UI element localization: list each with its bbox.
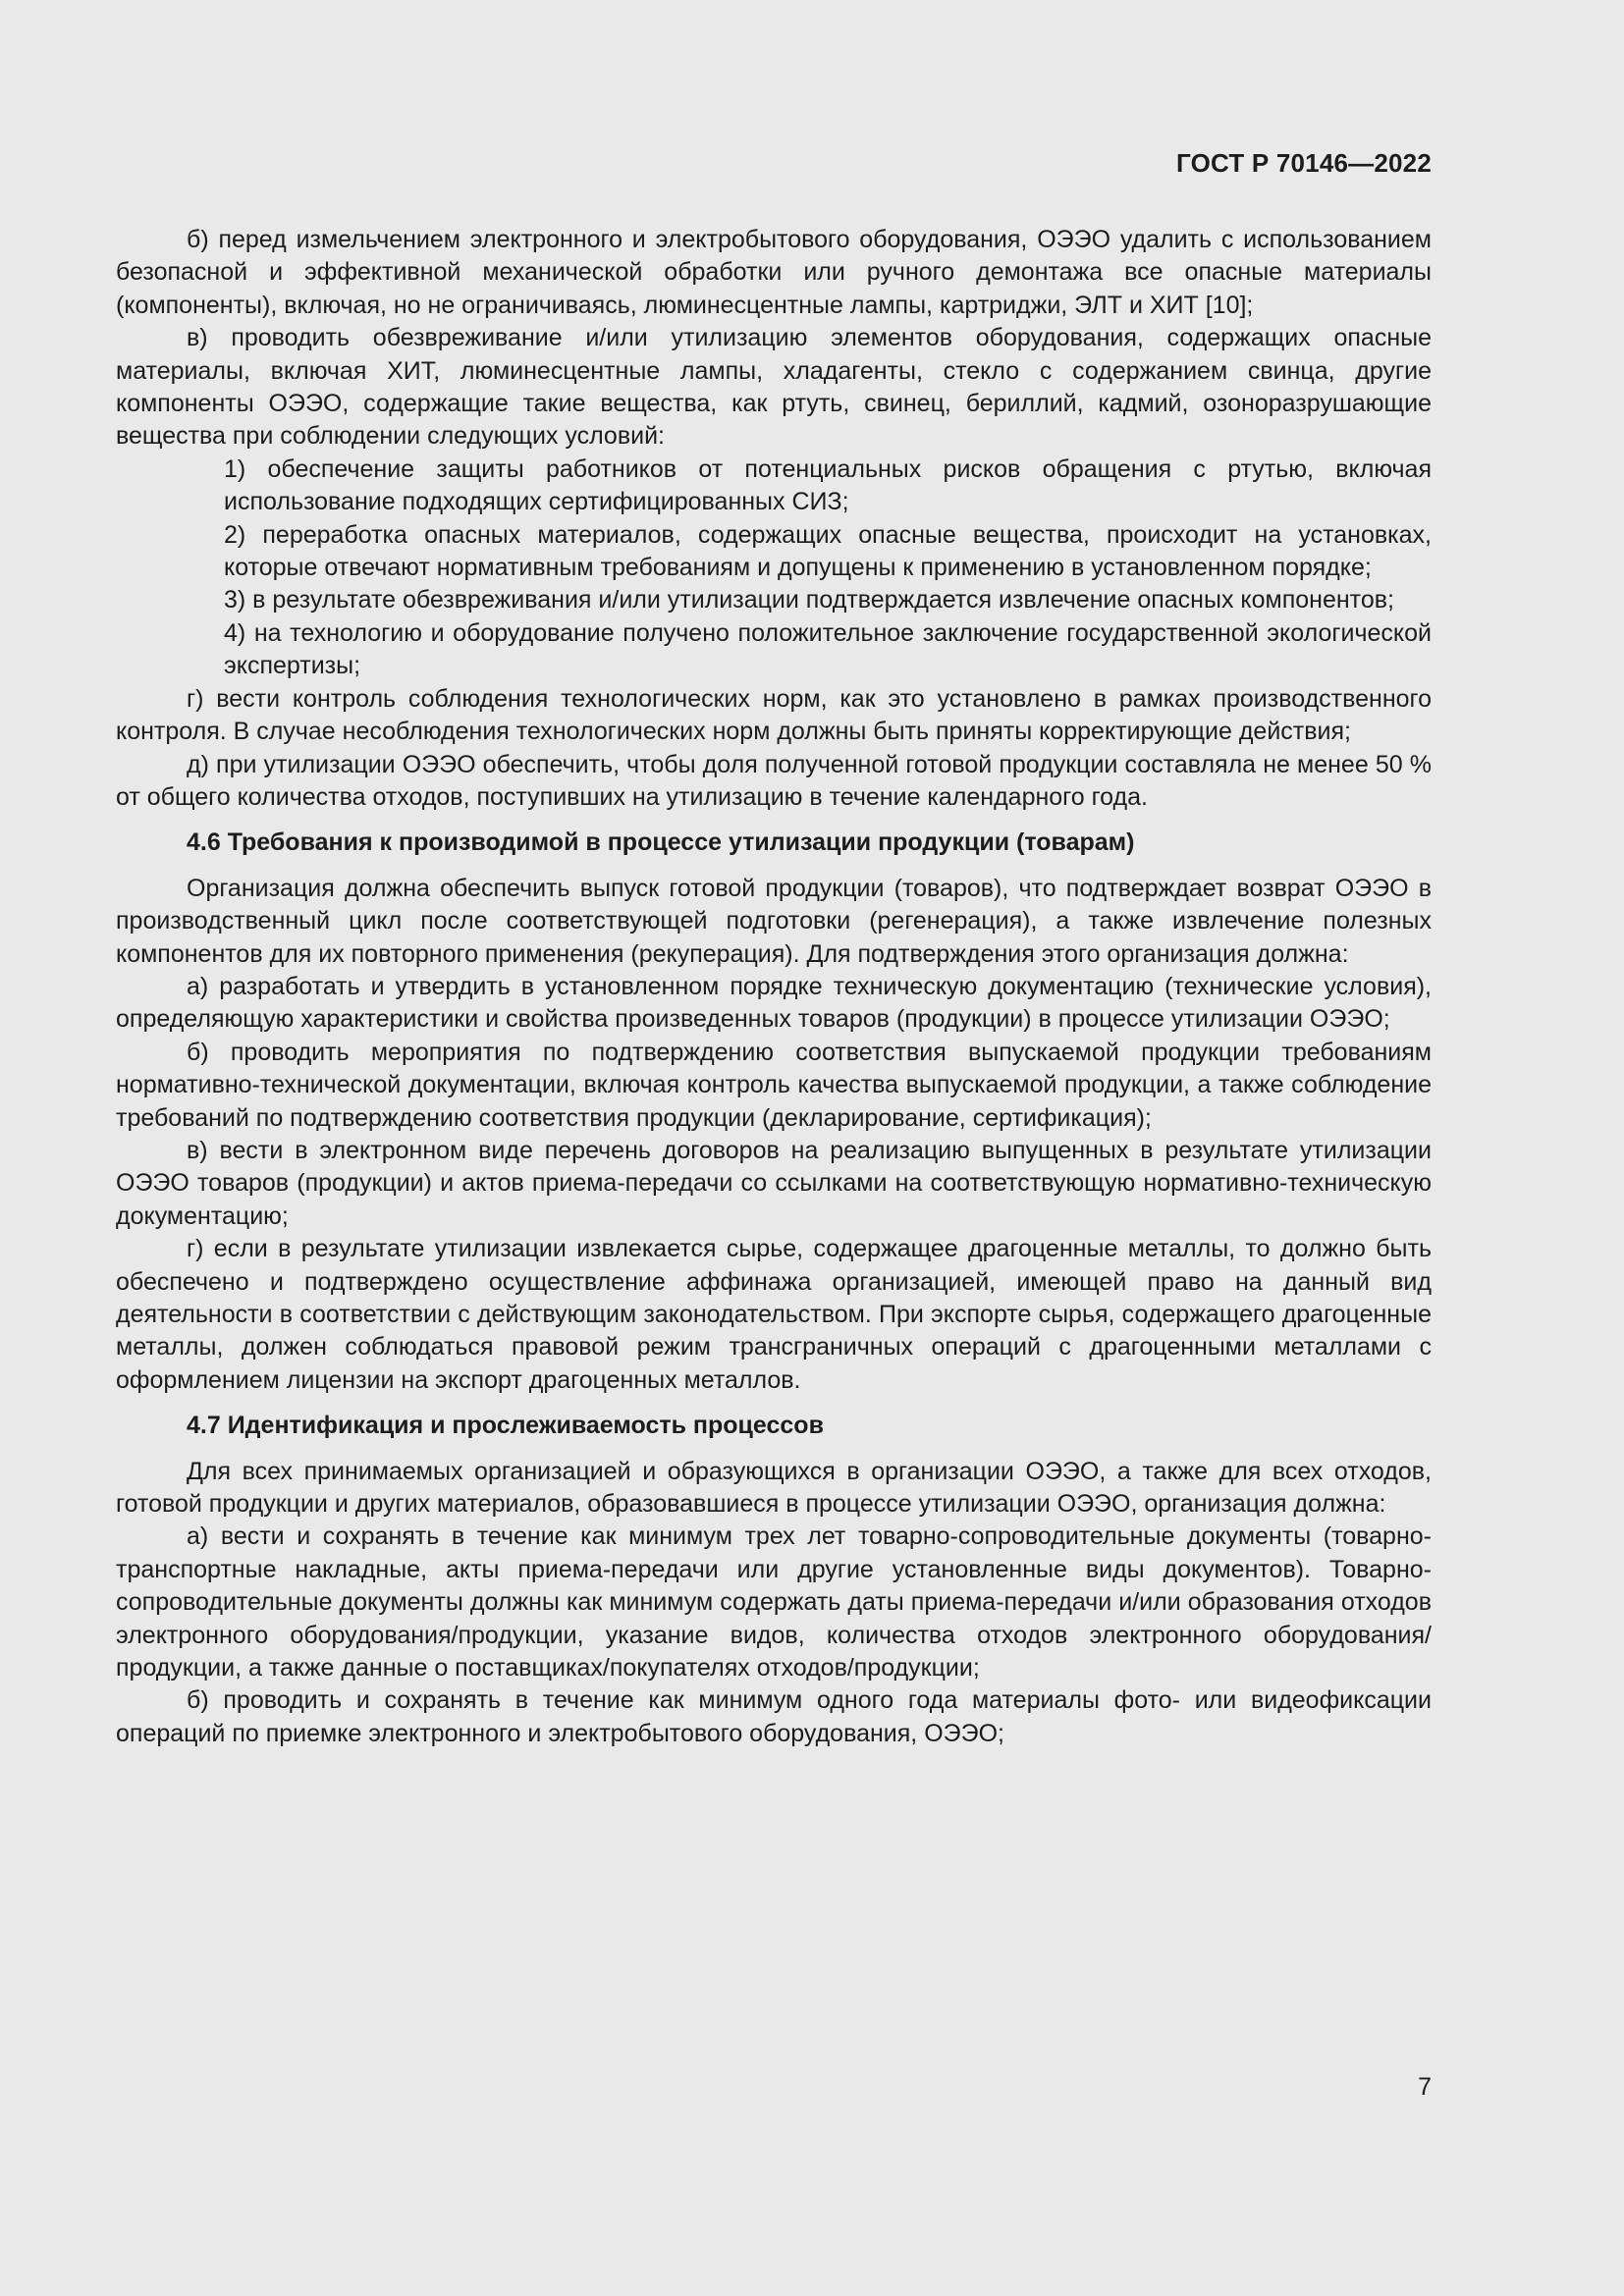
subitem-3: 3) в результате обезвреживания и/или утилизации подтверждается извлечение опасных компонентов; [224,586,1394,614]
section-4-6-item-b: б) проводить мероприятия по подтверждению соответствия выпускаемой продукции требованиям нормативно-технической документации, включая контроль качества выпускаемой продукции, а также соблюдение требований по подтверждению соответствия продукции (декларирование, сертификация); [116,1038,1432,1132]
section-4-7-intro: Для всех принимаемых организацией и образующихся в организации ОЭЭО, а также для всех отходов, готовой продукции и других материалов, образовавшиеся в процессе утилизации ОЭЭО, организация должна: [116,1457,1432,1519]
paragraph-item-d: д) при утилизации ОЭЭО обеспечить, чтобы доля полученной готовой продукции составляла не менее 50 % от общего количества отходов, поступивших на утилизацию в течение календарного года. [116,750,1432,811]
paragraph-item-v: в) проводить обезвреживание и/или утилизацию элементов оборудования, содержащих опасные материалы, включая ХИТ, люминесцентные лампы, хладагенты, стекло с содержанием свинца, другие компоненты ОЭЭО, содержащие такие вещества, как ртуть, свинец, бериллий, кадмий, озоноразрушающие вещества при соблюдении следующих условий: [116,324,1432,451]
section-heading-4-6: 4.6 Требования к производимой в процессе утилизации продукции (товарам) [187,828,1135,857]
page-number: 7 [1418,2073,1432,2101]
section-heading-4-7: 4.7 Идентификация и прослеживаемость процессов [187,1412,824,1440]
section-4-6-item-v: в) вести в электронном виде перечень договоров на реализацию выпущенных в результате утилизации ОЭЭО товаров (продукции) и актов приема-передачи со ссылками на соответствующую нормативно-техническую документацию; [116,1136,1432,1230]
section-4-7-item-b: б) проводить и сохранять в течение как минимум одного года материалы фото- или видеофиксации операций по приемке электронного и электробытового оборудования, ОЭЭО; [116,1686,1432,1747]
subitem-1: 1) обеспечение защиты работников от потенциальных рисков обращения с ртутью, включая использование подходящих сертифицированных СИЗ; [224,454,1432,516]
section-4-6-item-g: г) если в результате утилизации извлекается сырье, содержащее драгоценные металлы, то должно быть обеспечено и подтверждено осуществление аффинажа организацией, имеющей право на данный вид деятельности в соответствии с действующим законодательством. При экспорте сырья, содержащего драгоценные металлы, должен соблюдаться правовой режим трансграничных операций с драгоценными металлами с оформлением лицензии на экспорт драгоценных металлов. [116,1235,1432,1394]
section-4-6-item-a: а) разработать и утвердить в установленном порядке техническую документацию (технические условия), определяющую характеристики и свойства произведенных товаров (продукции) в процессе утилизации ОЭЭО; [116,972,1432,1034]
document-body [116,224,1432,1750]
section-4-7-item-a: а) вести и сохранять в течение как минимум трех лет товарно-сопроводительные документы (товарно-транспортные накладные, акты приема-передачи или другие установленные виды документов). Товарно-сопроводительные документы должны как минимум содержать даты приема-передачи и/или образования отходов электронного оборудования/продукции, указание видов, количества отходов электронного оборудования/продукции, а также данные о поставщиках/покупателях отходов/продукции; [116,1522,1432,1682]
subitem-4: 4) на технологию и оборудование получено положительное заключение государственной экологической экспертизы; [224,618,1432,680]
paragraph-item-b: б) перед измельчением электронного и электробытового оборудования, ОЭЭО удалить с использованием безопасной и эффективной механической обработки или ручного демонтажа все опасные материалы (компоненты), включая, но не ограничиваясь, люминесцентные лампы, картриджи, ЭЛТ и ХИТ [10]; [116,226,1432,319]
paragraph-item-g: г) вести контроль соблюдения технологических норм, как это установлено в рамках производственного контроля. В случае несоблюдения технологических норм должны быть приняты корректирующие действия; [116,684,1432,746]
standard-designation: ГОСТ Р 70146—2022 [1176,148,1432,178]
subitem-2: 2) переработка опасных материалов, содержащих опасные вещества, происходит на установках, которые отвечают нормативным требованиям и допущены к применению в установленном порядке; [224,520,1432,582]
section-4-6-intro: Организация должна обеспечить выпуск готовой продукции (товаров), что подтверждает возврат ОЭЭО в производственный цикл после соответствующей подготовки (регенерация), а также извлечение полезных компонентов для их повторного применения (рекуперация). Для подтверждения этого организация должна: [116,874,1432,968]
